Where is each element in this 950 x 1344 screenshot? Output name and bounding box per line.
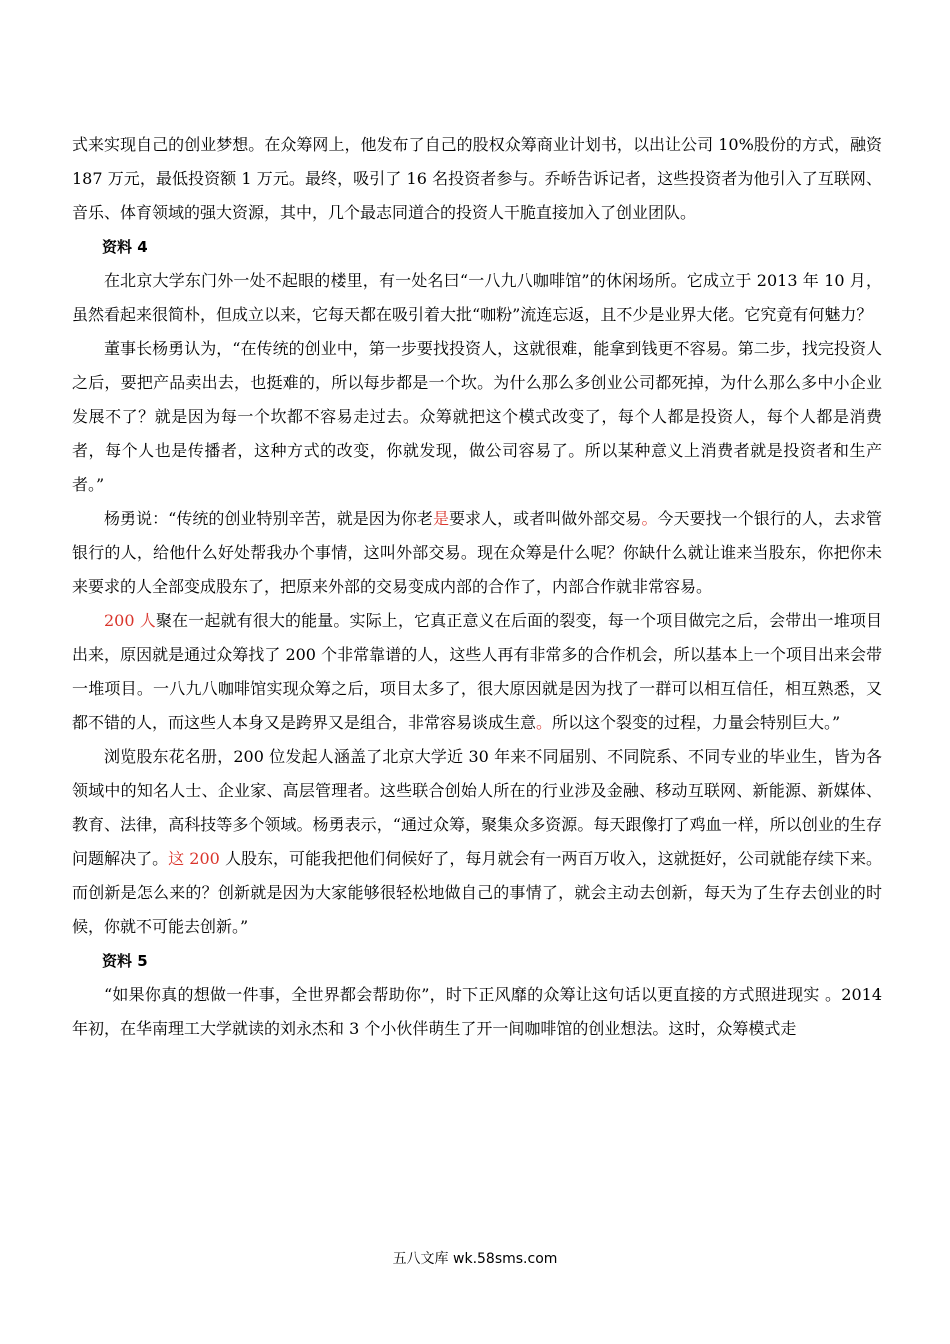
paragraph-4-part-a: 杨勇说：“传统的创业特别辛苦，就是因为你老 xyxy=(104,509,433,528)
highlight-text: 。 xyxy=(536,713,553,732)
paragraph-6 xyxy=(72,740,882,944)
highlight-text: 。 xyxy=(641,509,658,528)
paragraph-1: 式来实现自己的创业梦想。在众筹网上，他发布了自己的股权众筹商业计划书，以出让公司 10%股份的方式，融资 187 万元，最低投资额 1 万元。最终，吸引了 16 名投资者参与。乔峤告诉记者，这些投资者为他引入了互联网、音乐、体育领域的强大资源，其中，几个最志同道合的投资人干脆直接加入了创业团队。 xyxy=(72,135,882,222)
document-body xyxy=(72,128,882,1046)
paragraph-3: 董事长杨勇认为，“在传统的创业中，第一步要找投资人，这就很难，能拿到钱更不容易。第二步，找完投资人之后，要把产品卖出去，也挺难的，所以每步都是一个坎。为什么那么多创业公司都死掉，为什么那么多中小企业发展不了？就是因为每一个坎都不容易走过去。众筹就把这个模式改变了，每个人都是投资人，每个人都是消费者，每个人也是传播者，这种方式的改变，你就发现，做公司容易了。所以某种意义上消费者就是投资者和生产者。” xyxy=(72,339,882,494)
paragraph-4-part-b: 要求人，或者叫做外部交易 xyxy=(449,509,642,528)
paragraph-4-part-c: 今天要找一个银行的人，去求管银行的人，给他什么好处帮我办个事情，这叫外部交易。现在众筹是什么呢？你缺什么就让谁来当股东，你把你未来要求的人全部变成股东了，把原来外部的交易变成内部的合作了，内部合作就非常容易。 xyxy=(72,509,882,596)
heading-material-5: 资料 5 xyxy=(102,952,148,970)
paragraph-2: 在北京大学东门外一处不起眼的楼里，有一处名曰“一八九八咖啡馆”的休闲场所。它成立于 2013 年 10 月，虽然看起来很简朴，但成立以来，它每天都在吸引着大批“咖粉”流连忘返，且不少是业界大佬。它究竟有何魅力？ xyxy=(72,271,882,324)
paragraph-5-part-a: 聚在一起就有很大的能量。实际上，它真正意义在后面的裂变，每一个项目做完之后，会带出一堆项目出来，原因就是通过众筹找了 200 个非常靠谱的人，这些人再有非常多的合作机会，所以基本上一个项目出来会带一堆项目。一八九八咖啡馆实现众筹之后，项目太多了，很大原因就是因为找了一群可以相互信任，相互熟悉，又都不错的人，而这些人本身又是跨界又是组合，非常容易谈成生意 xyxy=(72,611,882,732)
highlight-text: 是 xyxy=(432,509,449,528)
paragraph-6-part-a: 浏览股东花名册，200 位发起人涵盖了北京大学近 30 年来不同届别、不同院系、不同专业的毕业生，皆为各领域中的知名人士、企业家、高层管理者。这些联合创始人所在的行业涉及金融、移动互联网、新能源、新媒体、教育、法律，高科技等多个领域。杨勇表示，“通过众筹，聚集众多资源。每天跟像打了鸡血一样，所以创业的生存问题解决了。 xyxy=(72,747,882,868)
paragraph-5-part-b: 所以这个裂变的过程，力量会特别巨大。” xyxy=(552,713,841,732)
highlight-text: 这 200 xyxy=(168,849,220,868)
footer-watermark: 五八文库 wk.58sms.com xyxy=(392,1251,558,1267)
paragraph-7: “如果你真的想做一件事，全世界都会帮助你”，时下正风靡的众筹让这句话以更直接的方式照进现实 。2014 年初，在华南理工大学就读的刘永杰和 3 个小伙伴萌生了开一间咖啡馆的创业想法。这时，众筹模式走 xyxy=(72,985,882,1038)
heading-material-4: 资料 4 xyxy=(102,238,148,256)
paragraph-5 xyxy=(72,604,882,740)
highlight-text: 200 人 xyxy=(104,611,156,630)
paragraph-6-part-b: 人股东，可能我把他们伺候好了，每月就会有一两百万收入，这就挺好，公司就能存续下来。而创新是怎么来的？创新就是因为大家能够很轻松地做自己的事情了，就会主动去创新，每天为了生存去创业的时候，你就不可能去创新。” xyxy=(72,849,882,936)
paragraph-4 xyxy=(72,502,882,604)
